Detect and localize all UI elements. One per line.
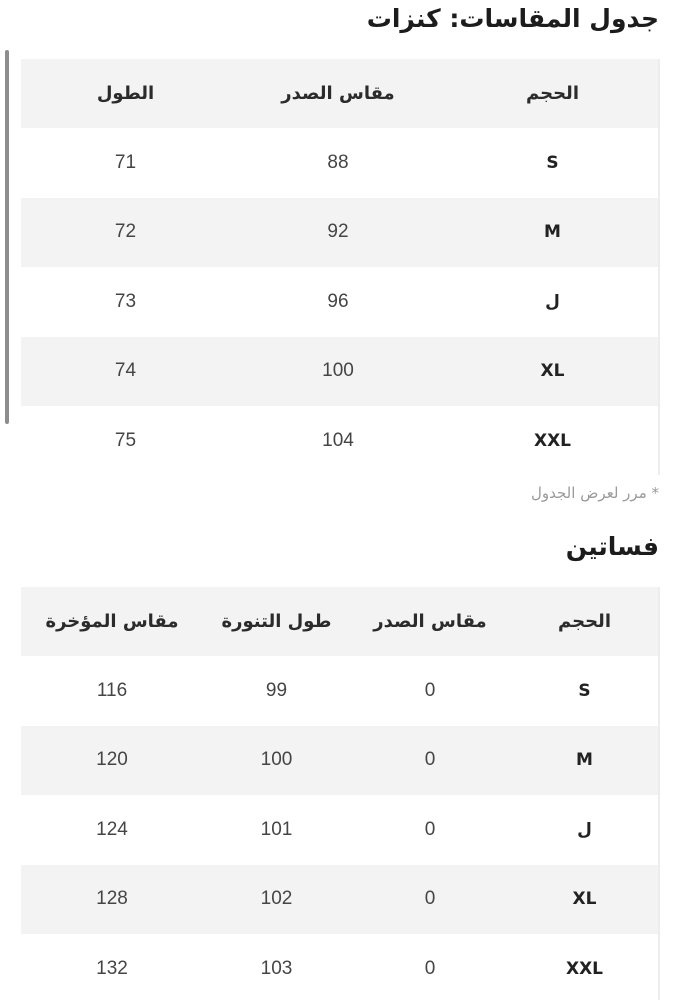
length-cell: 75 (114, 429, 137, 451)
dresses-table-container[interactable] (21, 587, 659, 1000)
size-cell: M (510, 726, 659, 795)
dresses-size-table (21, 587, 659, 1003)
table-row (21, 198, 659, 267)
length-cell: 72 (21, 198, 230, 267)
table-row (21, 267, 659, 336)
table-row (21, 934, 659, 1003)
chest-cell: 0 (350, 726, 510, 795)
length-cell: 74 (21, 337, 230, 406)
table-row (21, 656, 659, 725)
sweaters-table-container[interactable] (21, 59, 659, 475)
vertical-scrollbar[interactable] (5, 50, 9, 424)
hip-cell: 120 (21, 726, 203, 795)
chest-cell: 0 (350, 865, 510, 934)
header-skirt-length: طول التنورة (203, 587, 350, 656)
chest-cell: 0 (424, 957, 436, 979)
chest-cell: 104 (322, 429, 354, 451)
skirt-length-cell: 103 (260, 957, 293, 979)
header-chest: مقاس الصدر (350, 587, 510, 656)
chest-cell: 100 (230, 337, 446, 406)
sweaters-size-chart-title: جدول المقاسات: كنزات (366, 4, 659, 33)
size-cell: XXL (533, 430, 572, 451)
skirt-length-cell: 99 (265, 680, 288, 702)
size-cell: M (446, 198, 659, 267)
size-cell: XXL (565, 958, 604, 979)
skirt-length-cell: 100 (203, 726, 350, 795)
header-size: الحجم (510, 587, 659, 656)
table-row (21, 865, 659, 934)
chest-cell: 0 (424, 818, 436, 840)
skirt-length-cell: 102 (203, 865, 350, 934)
header-length: الطول (21, 59, 230, 128)
dresses-size-chart-title: فساتين (565, 532, 659, 561)
header-hip: مقاس المؤخرة (21, 587, 203, 656)
size-cell: XL (446, 337, 659, 406)
hip-cell: 132 (96, 957, 128, 979)
size-cell: S (578, 681, 591, 702)
length-cell: 71 (114, 152, 137, 174)
table-row (21, 128, 659, 197)
size-cell: ل (545, 291, 560, 312)
table-row (21, 406, 659, 475)
table-header-row (21, 59, 659, 128)
chest-cell: 0 (424, 680, 436, 702)
scroll-hint-note: * مرر لعرض الجدول (530, 484, 659, 502)
hip-cell: 128 (21, 865, 203, 934)
header-size: الحجم (446, 59, 659, 128)
table-edge-divider (658, 587, 660, 1000)
header-chest: مقاس الصدر (230, 59, 446, 128)
sweaters-size-table (21, 59, 659, 475)
chest-cell: 96 (327, 290, 349, 312)
table-edge-divider (658, 59, 660, 475)
hip-cell: 124 (96, 818, 128, 840)
size-cell: ل (577, 819, 592, 840)
size-cell: S (546, 153, 559, 174)
chest-cell: 92 (230, 198, 446, 267)
table-row (21, 726, 659, 795)
table-row (21, 795, 659, 864)
table-header-row (21, 587, 659, 656)
skirt-length-cell: 101 (260, 818, 293, 840)
table-row (21, 337, 659, 406)
size-cell: XL (510, 865, 659, 934)
chest-cell: 88 (327, 152, 349, 174)
hip-cell: 116 (96, 680, 128, 702)
length-cell: 73 (114, 290, 137, 312)
